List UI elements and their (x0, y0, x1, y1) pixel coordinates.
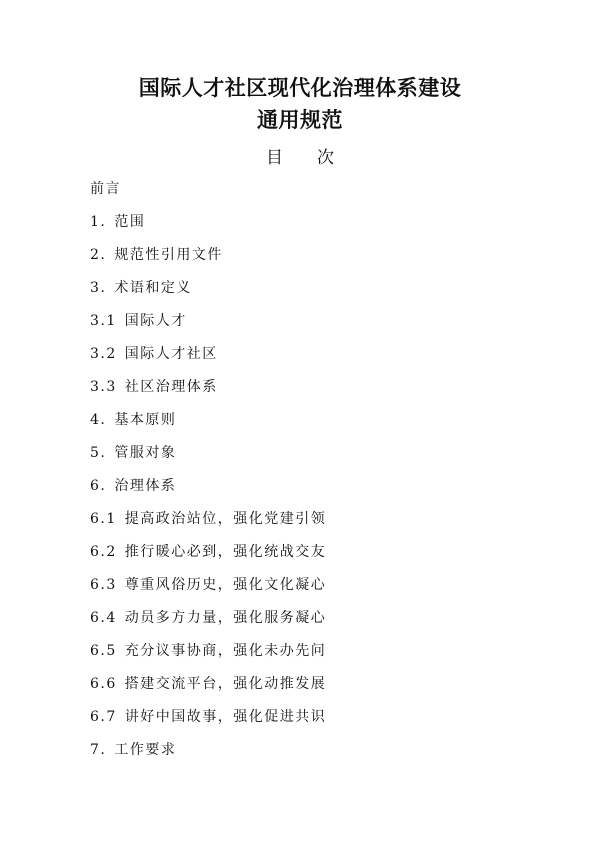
toc-entry-5 (90, 440, 550, 473)
toc-entry-3-2 (90, 341, 550, 374)
toc-heading (0, 146, 600, 170)
toc-entry-number: 3. (90, 280, 107, 296)
toc-entry-number: 3.3 (90, 379, 117, 395)
toc-entry-text: 管服对象 (114, 445, 177, 461)
toc-entry-number: 2. (90, 247, 107, 263)
toc-entry-2 (90, 242, 550, 275)
title-line-1: 国际人才社区现代化治理体系建设 (138, 76, 462, 100)
toc-entry-number: 6.4 (90, 610, 117, 626)
toc-entry-text: 充分议事协商，强化未办先问 (124, 643, 327, 659)
toc-entry-number: 6.3 (90, 577, 117, 593)
toc-entry-text: 社区治理体系 (124, 379, 218, 395)
toc-entry-6-2 (90, 539, 550, 572)
toc-entry-text: 基本原则 (114, 412, 177, 428)
toc-entry-number: 6.2 (90, 544, 117, 560)
toc-entry-number: 6.7 (90, 709, 117, 725)
toc-entry-text: 尊重风俗历史，强化文化凝心 (124, 577, 327, 593)
toc-entry-text: 搭建交流平台，强化动推发展 (124, 676, 327, 692)
title-line-2: 通用规范 (257, 108, 343, 132)
toc-entry-number: 6. (90, 478, 107, 494)
toc-entry-text: 前言 (90, 181, 121, 197)
toc-entry-number: 6.1 (90, 511, 117, 527)
toc-entry-6-5 (90, 638, 550, 671)
toc-entry-3-1 (90, 308, 550, 341)
toc-entry-number: 4. (90, 412, 107, 428)
toc-entry-6 (90, 473, 550, 506)
toc-entry-4 (90, 407, 550, 440)
toc-entry-text: 工作要求 (114, 742, 177, 758)
toc-entry-number: 5. (90, 445, 107, 461)
toc-entry-text: 范围 (114, 214, 146, 230)
toc-entry-6-1 (90, 506, 550, 539)
toc-entry-6-6 (90, 671, 550, 704)
toc-entry-6-7 (90, 704, 550, 737)
toc-entry-text: 推行暖心必到，强化统战交友 (124, 544, 327, 560)
toc-entry-text: 国际人才 (124, 313, 187, 329)
toc-entry-text: 术语和定义 (114, 280, 192, 296)
toc-entry-text: 国际人才社区 (124, 346, 218, 362)
toc-entry-6-3 (90, 572, 550, 605)
toc-entry-foreword (90, 176, 550, 209)
toc-entry-3 (90, 275, 550, 308)
toc-heading-char-1: 目 (266, 148, 283, 168)
toc-entry-number: 1. (90, 214, 107, 230)
toc-entry-number: 7. (90, 742, 107, 758)
toc-entry-1 (90, 209, 550, 242)
toc-entry-text: 规范性引用文件 (114, 247, 223, 263)
toc-entry-text: 讲好中国故事，强化促进共识 (124, 709, 327, 725)
toc-entry-text: 治理体系 (114, 478, 177, 494)
toc-entry-text: 动员多方力量，强化服务凝心 (124, 610, 327, 626)
toc-entry-number: 6.6 (90, 676, 117, 692)
toc-heading-char-2: 次 (317, 148, 334, 168)
toc-entry-number: 3.1 (90, 313, 117, 329)
document-title (0, 72, 600, 136)
toc-entry-number: 6.5 (90, 643, 117, 659)
toc-entry-text: 提高政治站位，强化党建引领 (124, 511, 327, 527)
table-of-contents (90, 176, 550, 770)
toc-entry-6-4 (90, 605, 550, 638)
toc-entry-7 (90, 737, 550, 770)
toc-entry-3-3 (90, 374, 550, 407)
toc-entry-number: 3.2 (90, 346, 117, 362)
